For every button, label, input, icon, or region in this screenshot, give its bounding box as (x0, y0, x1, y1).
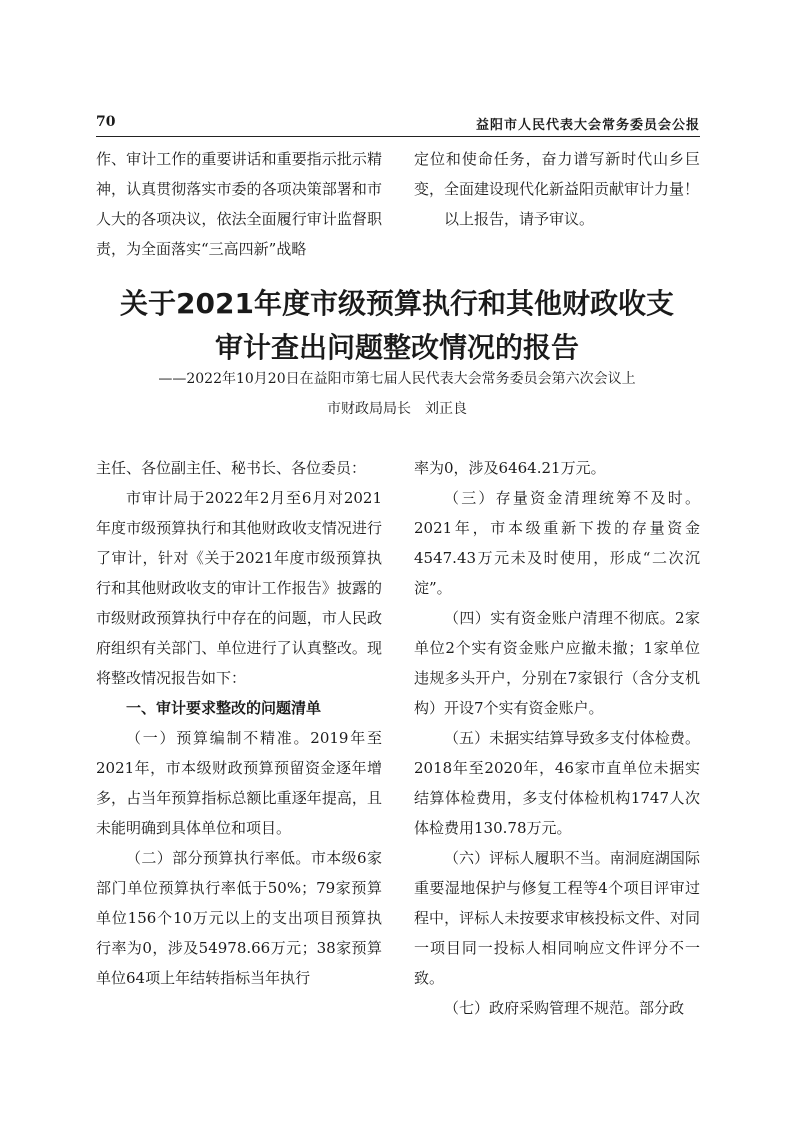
article-subtitle-meeting: ——2022年10月20日在益阳市第七届人民代表大会常务委员会第六次会议上 (158, 371, 636, 387)
item4-text: 2家单位2个实有资金账户应撤未撤；1家单位违规多头开户，分别在7家银行（含分支机构）开设7个实有资金账户。 (414, 609, 700, 717)
header-rule (96, 136, 700, 137)
item1-paragraph (96, 723, 382, 843)
item3-paragraph (414, 483, 700, 603)
body-left-column (96, 453, 382, 993)
item5-paragraph (414, 723, 700, 843)
article-title-line1: 关于2021年度市级预算执行和其他财政收支 (120, 287, 674, 320)
article-subtitle-author: 市财政局局长 刘正良 (327, 401, 467, 417)
item1-title: （一）预算编制不精准。 (126, 729, 311, 747)
item2-title: （二）部分预算执行率低。 (126, 849, 311, 867)
item3-text: 2021年，市本级重新下拨的存量资金4547.43万元未及时使用，形成“二次沉淀”。 (414, 519, 700, 597)
item7-paragraph (414, 993, 700, 1023)
item6-title: （六）评标人履职不当。 (444, 849, 610, 867)
item3-title: （三）存量资金清理统筹不及时。 (444, 489, 700, 507)
item6-paragraph (414, 843, 700, 993)
item6-text: 南洞庭湖国际重要湿地保护与修复工程等4个项目评审过程中，评标人未按要求审核投标文件、对同一项目同一投标人相同响应文件评分不一致。 (414, 849, 700, 987)
salutation: 主任、各位副主任、秘书长、各位委员： (96, 459, 367, 477)
body-right-column (414, 453, 700, 1023)
item5-text: 2018年至2020年，46家市直单位未据实结算体检费用，多支付体检机构1747人次体检费用130.78万元。 (414, 759, 700, 837)
page-header (96, 114, 700, 132)
top-left-paragraph: 作、审计工作的重要讲话和重要指示批示精神，认真贯彻落实市委的各项决策部署和市人大的各项决议，依法全面履行审计监督职责，为全面落实“三高四新”战略 (96, 150, 382, 258)
item4-title: （四）实有资金账户清理不彻底。 (444, 609, 676, 627)
intro-paragraph: 市审计局于2022年2月至6月对2021年度市级预算执行和其他财政收支情况进行了审计，针对《关于2021年度市级预算执行和其他财政收支的审计工作报告》披露的市级财政预算执行中存在的问题，市人民政府组织有关部门、单位进行了认真整改。现将整改情况报告如下： (96, 489, 382, 687)
item2-continuation: 率为0，涉及6464.21万元。 (414, 459, 606, 477)
journal-title: 益阳市人民代表大会常务委员会公报 (475, 118, 700, 133)
item2-text: 市本级6家部门单位预算执行率低于50%；79家预算单位156个10万元以上的支出项目预算执行率为0，涉及54978.66万元；38家预算单位64项上年结转指标当年执行 (96, 849, 382, 987)
top-right-paragraph: 定位和使命任务，奋力谱写新时代山乡巨变，全面建设现代化新益阳贡献审计力量！ (414, 150, 700, 198)
page-number: 70 (96, 114, 116, 130)
top-right-column (414, 144, 700, 234)
item5-title: （五）未据实结算导致多支付体检费。 (444, 729, 700, 747)
item1-text: 2019年至2021年，市本级财政预算预留资金逐年增多，占当年预算指标总额比重逐年提高，且未能明确到具体单位和项目。 (96, 729, 382, 837)
item7-title: （七）政府采购管理不规范。 (444, 999, 640, 1017)
item2-paragraph (96, 843, 382, 993)
item4-paragraph (414, 603, 700, 723)
item7-text: 部分政 (639, 999, 685, 1017)
closing-remark: 以上报告，请予审议。 (444, 210, 595, 228)
section1-heading: 一、审计要求整改的问题清单 (126, 699, 322, 717)
article-title-line2: 审计查出问题整改情况的报告 (214, 331, 579, 364)
top-left-column (96, 144, 382, 264)
